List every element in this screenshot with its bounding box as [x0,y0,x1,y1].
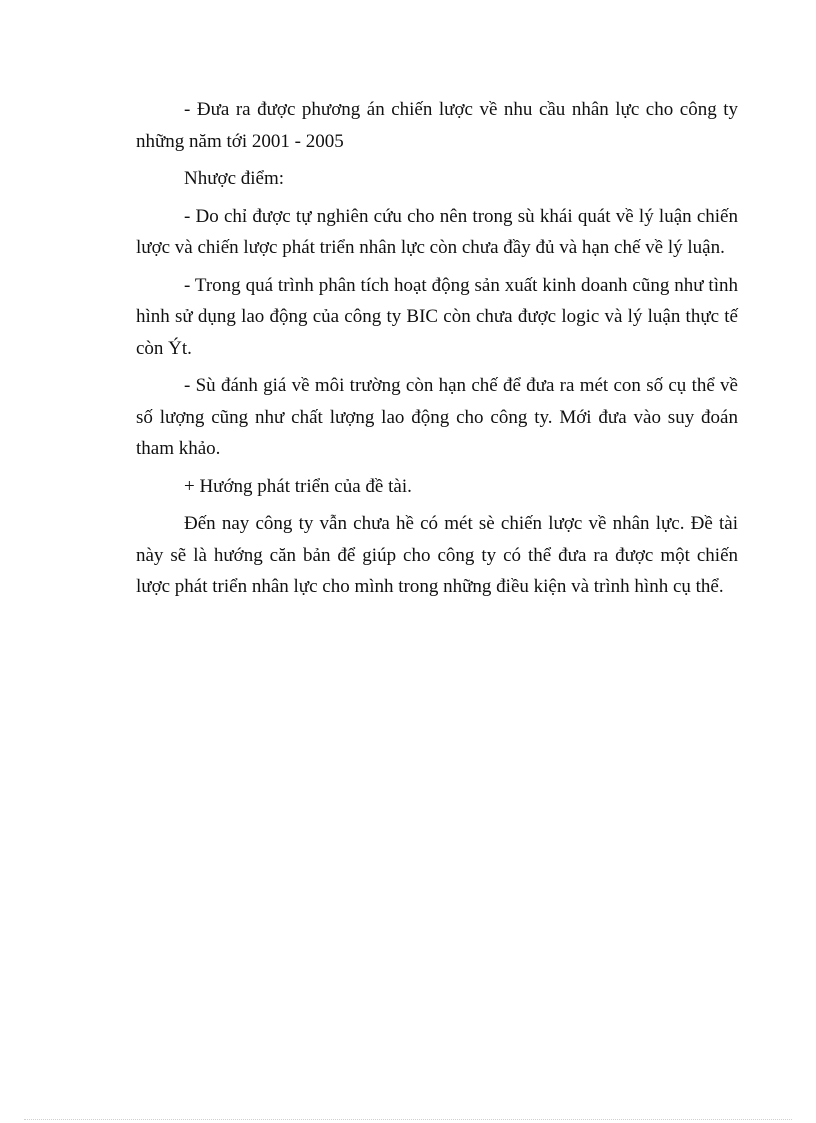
document-body [136,94,738,609]
paragraph-weaknesses-heading: Nhược điểm: [184,168,285,189]
paragraph-development-direction: Đến nay công ty vẫn chưa hề có mét sè chiến lược về nhân lực. Đề tài này sẽ là hướng căn bản để giúp cho công ty có thể đưa ra được một chiến lược phát triển nhân lực cho mình trong những điều kiện và trình hình cụ thể. [136,513,738,597]
paragraph-development-heading: + Hướng phát triển của đề tài. [184,475,412,497]
page-bottom-divider [24,1119,792,1120]
paragraph-weakness-environment: - Sù đánh giá về môi trường còn hạn chế để đưa ra mét con số cụ thể về số lượng cũng như chất lượng lao động cho công ty. Mới đưa vào suy đoán tham khảo. [136,375,738,459]
paragraph-weakness-theory: - Do chỉ được tự nghiên cứu cho nên trong sù khái quát về lý luận chiến lược và chiến lược phát triển nhân lực còn chưa đầy đủ và hạn chế về lý luận. [136,205,738,258]
paragraph-weakness-analysis: - Trong quá trình phân tích hoạt động sản xuất kinh doanh cũng như tình hình sử dụng lao động của công ty BIC còn chưa được logic và lý luận thực tế còn Ýt. [136,274,738,359]
paragraph-strategy-proposal: - Đưa ra được phương án chiến lược về nhu cầu nhân lực cho công ty những năm tới 2001 - 2005 [136,99,738,152]
